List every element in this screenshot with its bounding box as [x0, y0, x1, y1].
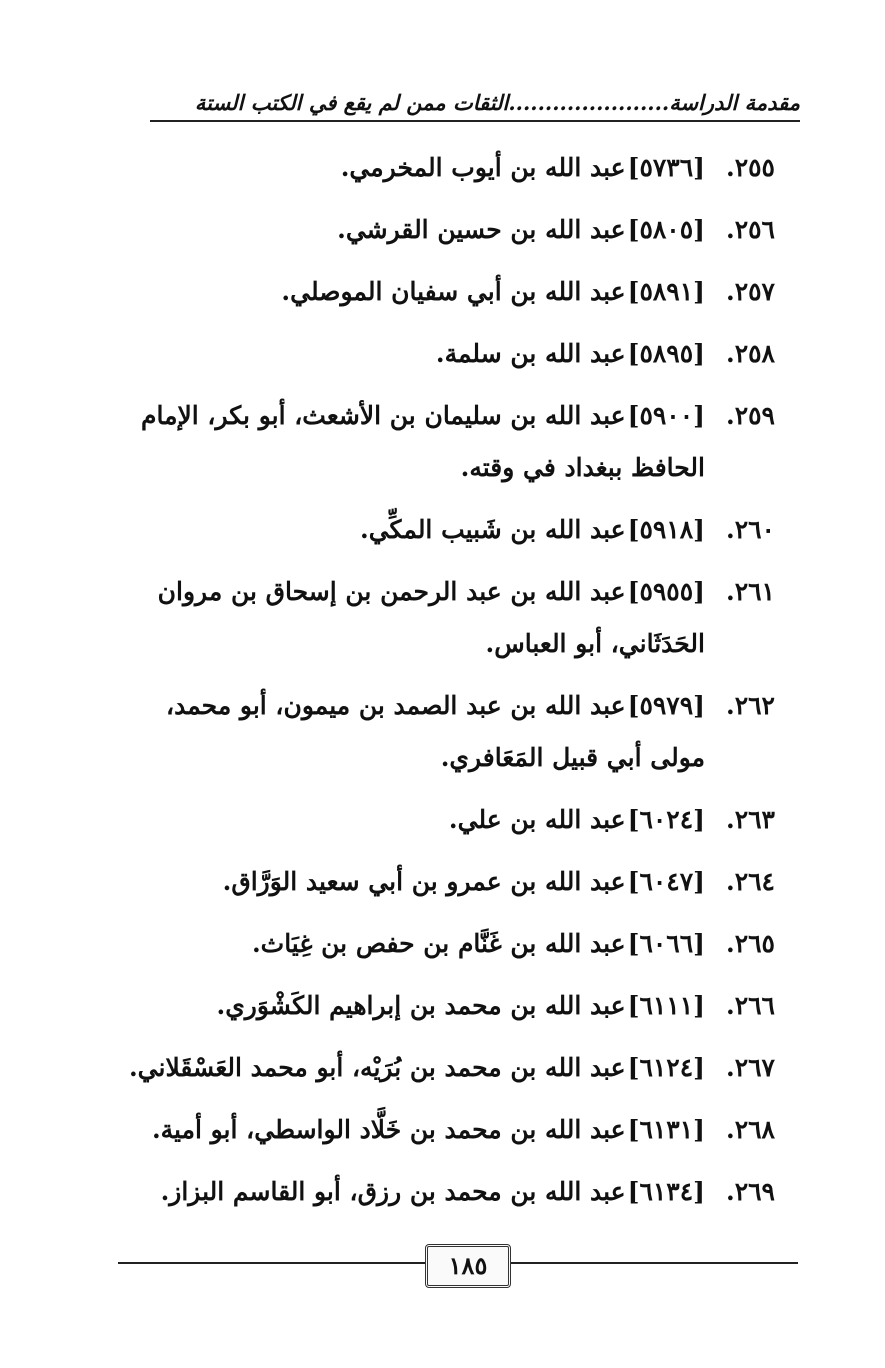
- list-item: [115, 918, 775, 970]
- entry-number: ٢٥٨.: [725, 339, 775, 368]
- entry-text: عبد الله بن محمد بن بُرَيْه، أبو محمد العَسْقَلاني.: [128, 1053, 626, 1082]
- entry-reference: [٥٧٣٦]: [627, 153, 705, 182]
- list-item: [115, 204, 775, 256]
- list-item: [115, 680, 775, 784]
- page-number: ١٨٥: [425, 1244, 511, 1288]
- header-text: مقدمة الدراسة......................الثقات ممن لم يقع في الكتب الستة: [194, 90, 800, 115]
- entry-number: ٢٦٥.: [725, 929, 775, 958]
- entry-number: ٢٦٣.: [725, 805, 775, 834]
- entry-number: ٢٦٩.: [725, 1177, 775, 1206]
- entry-number: ٢٥٩.: [725, 401, 775, 430]
- entry-number: ٢٦٧.: [725, 1053, 775, 1082]
- list-item: [115, 142, 775, 194]
- footer-rule-right: [502, 1262, 798, 1264]
- entry-reference: [٦٠٦٦]: [627, 929, 705, 958]
- entry-number: ٢٦٢.: [725, 691, 775, 720]
- entry-reference: [٦١٢٤]: [627, 1053, 705, 1082]
- list-item: [115, 1166, 775, 1218]
- list-item: [115, 856, 775, 908]
- entry-text: عبد الله بن محمد بن إبراهيم الكَشْوَري.: [216, 991, 626, 1020]
- list-item: [115, 980, 775, 1032]
- entry-number: ٢٥٧.: [725, 277, 775, 306]
- entry-text: عبد الله بن محمد بن رزق، أبو القاسم البزاز.: [160, 1177, 626, 1206]
- entry-reference: [٦٠٢٤]: [627, 805, 705, 834]
- entry-reference: [٥٨٩٥]: [627, 339, 705, 368]
- entry-number: ٢٦٨.: [725, 1115, 775, 1144]
- entry-text: عبد الله بن محمد بن خَلَّاد الواسطي، أبو أمية.: [151, 1115, 626, 1144]
- entry-text: عبد الله بن أبي سفيان الموصلي.: [281, 277, 626, 306]
- entry-text: عبد الله بن سليمان بن الأشعث، أبو بكر، الإمام الحافظ ببغداد في وقته.: [140, 401, 705, 482]
- footer-rule-left: [118, 1262, 428, 1264]
- entry-number: ٢٦٦.: [725, 991, 775, 1020]
- entry-number: ٢٦٤.: [725, 867, 775, 896]
- entry-reference: [٥٩١٨]: [627, 515, 705, 544]
- entry-number: ٢٦١.: [725, 577, 775, 606]
- entry-text: عبد الله بن عمرو بن أبي سعيد الوَرَّاق.: [222, 867, 626, 896]
- entry-reference: [٦١٣١]: [627, 1115, 705, 1144]
- entry-reference: [٦١٣٤]: [627, 1177, 705, 1206]
- entry-number: ٢٥٦.: [725, 215, 775, 244]
- entry-reference: [٥٩٧٩]: [627, 691, 705, 720]
- entry-reference: [٥٨٩١]: [627, 277, 705, 306]
- entry-reference: [٦٠٤٧]: [627, 867, 705, 896]
- running-header: [150, 86, 800, 122]
- entry-text: عبد الله بن عبد الرحمن بن إسحاق بن مروان الحَدَثَاني، أبو العباس.: [157, 577, 705, 658]
- entry-text: عبد الله بن غَنَّام بن حفص بن غِيَاث.: [251, 929, 626, 958]
- list-item: [115, 566, 775, 670]
- list-item: [115, 794, 775, 846]
- entry-reference: [٥٨٠٥]: [627, 215, 705, 244]
- list-item: [115, 266, 775, 318]
- list-item: [115, 504, 775, 556]
- narrator-list: [115, 142, 775, 1228]
- list-item: [115, 1104, 775, 1156]
- entry-reference: [٥٩٥٥]: [627, 577, 705, 606]
- entry-text: عبد الله بن سلمة.: [435, 339, 626, 368]
- entry-text: عبد الله بن أيوب المخرمي.: [340, 153, 626, 182]
- entry-number: ٢٥٥.: [725, 153, 775, 182]
- entry-reference: [٥٩٠٠]: [627, 401, 705, 430]
- list-item: [115, 328, 775, 380]
- entry-text: عبد الله بن شَبيب المكِّي.: [360, 515, 626, 544]
- entry-text: عبد الله بن عبد الصمد بن ميمون، أبو محمد، مولى أبي قبيل المَعَافري.: [166, 691, 705, 772]
- list-item: [115, 1042, 775, 1094]
- list-item: [115, 390, 775, 494]
- entry-text: عبد الله بن حسين القرشي.: [337, 215, 626, 244]
- entry-number: ٢٦٠.: [725, 515, 775, 544]
- entry-reference: [٦١١١]: [627, 991, 705, 1020]
- entry-text: عبد الله بن علي.: [448, 805, 626, 834]
